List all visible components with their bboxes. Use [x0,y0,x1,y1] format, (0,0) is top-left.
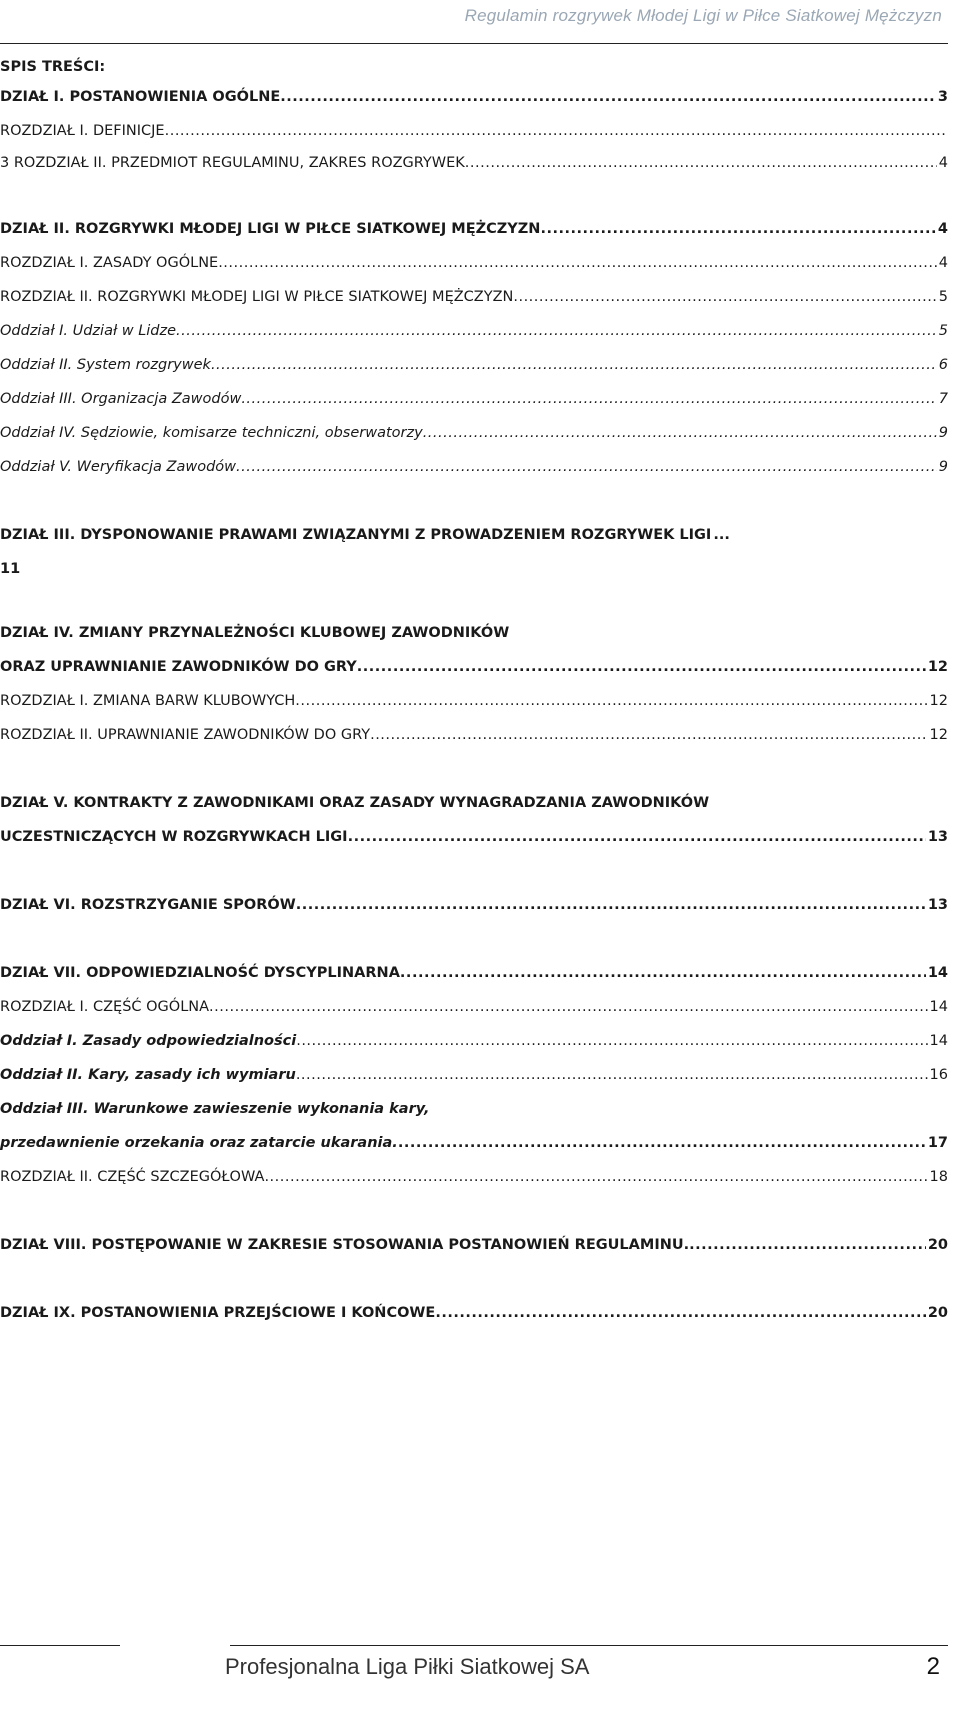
toc-entry-page: 4 [937,221,948,237]
toc-entry-page: 7 [938,391,948,407]
toc-entry[interactable]: DZIAŁ IV. ZMIANY PRZYNALEŻNOŚCI KLUBOWEJ ZAWODNIKÓW [0,625,510,641]
toc-entry-page: 18 [929,1169,948,1185]
toc-entry-title: DZIAŁ IX. POSTANOWIENIA PRZEJŚCIOWE I KOŃCOWE [0,1305,436,1321]
toc-entry[interactable] [0,992,948,1022]
toc-entry-continuation[interactable] [0,822,948,852]
toc-entry-page: 5 [938,289,948,305]
toc-title: SPIS TREŚCI: [0,59,106,75]
toc-entry[interactable] [0,350,948,380]
toc-entry[interactable] [0,316,948,346]
page-footer [225,1653,940,1687]
toc-entry-title: ROZDZIAŁ I. DEFINICJE [0,123,165,139]
toc-entry-title: Oddział III. Organizacja Zawodów [0,391,242,407]
toc-entry[interactable] [0,720,948,750]
toc-entry-page: 20 [927,1305,948,1321]
toc-entry-page: 4 [938,155,948,171]
toc-entry[interactable] [0,1298,948,1328]
toc-entry-title: ROZDZIAŁ II. ROZGRYWKI MŁODEJ LIGI W PIŁCE SIATKOWEJ MĘŻCZYZN [0,289,514,305]
toc-entry-page: 16 [929,1067,948,1083]
toc-entry-title: DZIAŁ I. POSTANOWIENIA OGÓLNE [0,89,281,105]
toc-entry-title: DZIAŁ VIII. POSTĘPOWANIE W ZAKRESIE STOSOWANIA POSTANOWIEŃ REGULAMINU. [0,1237,690,1253]
toc-entry[interactable] [0,452,948,482]
toc-entry-page: 12 [929,693,948,709]
toc-entry[interactable] [0,890,948,920]
toc-entry-title: Oddział II. Kary, zasady ich wymiaru [0,1067,296,1083]
toc-entry-page: 17 [927,1135,948,1151]
toc-entry-title: DZIAŁ III. DYSPONOWANIE PRAWAMI ZWIĄZANYMI Z PROWADZENIEM ROZGRYWEK LIGI [0,527,712,543]
toc-entry-title: Oddział IV. Sędziowie, komisarze techniczni, obserwatorzy [0,425,423,441]
toc-entry-title: DZIAŁ II. ROZGRYWKI MŁODEJ LIGI W PIŁCE SIATKOWEJ MĘŻCZYZN [0,221,541,237]
page-number: 2 [926,1653,940,1680]
toc-entry-page: 12 [927,659,948,675]
toc-entry[interactable] [0,958,948,988]
toc-entry-page: 14 [929,1033,948,1049]
toc-entry-title: ROZDZIAŁ I. ZASADY OGÓLNE [0,255,219,271]
toc-entry[interactable] [0,1230,948,1260]
toc-entry-title: Oddział I. Udział w Lidze [0,323,177,339]
toc-entry-title: DZIAŁ VII. ODPOWIEDZIALNOŚĆ DYSCYPLINARNA [0,965,400,981]
toc-entry-title: ORAZ UPRAWNIANIE ZAWODNIKÓW DO GRY [0,659,357,675]
footnote-rule [0,1645,120,1646]
toc-entry[interactable] [0,214,948,244]
toc-entry-page: 14 [929,999,948,1015]
toc-entry-page: 3 [937,89,948,105]
running-header: Regulamin rozgrywek Młodej Ligi w Piłce Siatkowej Mężczyzn [464,6,942,25]
toc-entry[interactable] [0,1026,948,1056]
toc-entry-title: Oddział I. Zasady odpowiedzialności [0,1033,297,1049]
toc-entry[interactable] [0,384,948,414]
toc-entry-title: ROZDZIAŁ I. ZMIANA BARW KLUBOWYCH [0,693,296,709]
toc-entry-page: 4 [938,255,948,271]
toc-entry-title: 3 ROZDZIAŁ II. PRZEDMIOT REGULAMINU, ZAKRES ROZGRYWEK [0,155,465,171]
toc-entry-title: Oddział V. Weryfikacja Zawodów [0,459,237,475]
footer-publisher: Profesjonalna Liga Piłki Siatkowej SA [225,1654,590,1679]
toc-entry-page: 13 [927,829,948,845]
toc-entry-page: 6 [938,357,948,373]
toc-entry[interactable] [0,1162,948,1192]
toc-entry-page: 13 [927,897,948,913]
toc-entry[interactable] [0,1060,948,1090]
toc-entry[interactable]: DZIAŁ V. KONTRAKTY Z ZAWODNIKAMI ORAZ ZASADY WYNAGRADZANIA ZAWODNIKÓW [0,795,710,811]
toc-entry-page: 9 [938,459,948,475]
footer-rule [230,1645,948,1646]
toc-entry[interactable] [0,282,948,312]
toc-entry-page: ... [713,527,730,543]
toc-entry-page: 12 [929,727,948,743]
toc-entry[interactable] [0,116,948,146]
toc-entry-page: 14 [927,965,948,981]
toc-entry-title: DZIAŁ VI. ROZSTRZYGANIE SPORÓW [0,897,296,913]
toc-entry-page: 20 [927,1237,948,1253]
toc-entry[interactable] [0,418,948,448]
toc-entry[interactable] [0,248,948,278]
toc-entry[interactable] [0,520,948,550]
toc-entry-title: Oddział II. System rozgrywek [0,357,211,373]
toc-entry-page: 5 [938,323,948,339]
toc-entry[interactable]: Oddział III. Warunkowe zawieszenie wykonania kary, [0,1101,430,1117]
toc-entry[interactable] [0,148,948,178]
toc-entry-continuation[interactable] [0,652,948,682]
toc-entry-title: UCZESTNICZĄCYCH W ROZGRYWKACH LIGI [0,829,348,845]
toc-entry[interactable] [0,82,948,112]
toc-entry-title: przedawnienie orzekania oraz zatarcie ukarania. [0,1135,398,1151]
toc-entry-title: ROZDZIAŁ II. UPRAWNIANIE ZAWODNIKÓW DO GRY [0,727,371,743]
header-rule [0,43,948,44]
toc-entry-title: ROZDZIAŁ II. CZĘŚĆ SZCZEGÓŁOWA [0,1169,265,1185]
toc-entry[interactable] [0,686,948,716]
toc-entry-title: ROZDZIAŁ I. CZĘŚĆ OGÓLNA [0,999,210,1015]
toc-entry-continuation: 11 [0,561,21,577]
toc-entry-continuation[interactable] [0,1128,948,1158]
toc-entry-page: 9 [938,425,948,441]
